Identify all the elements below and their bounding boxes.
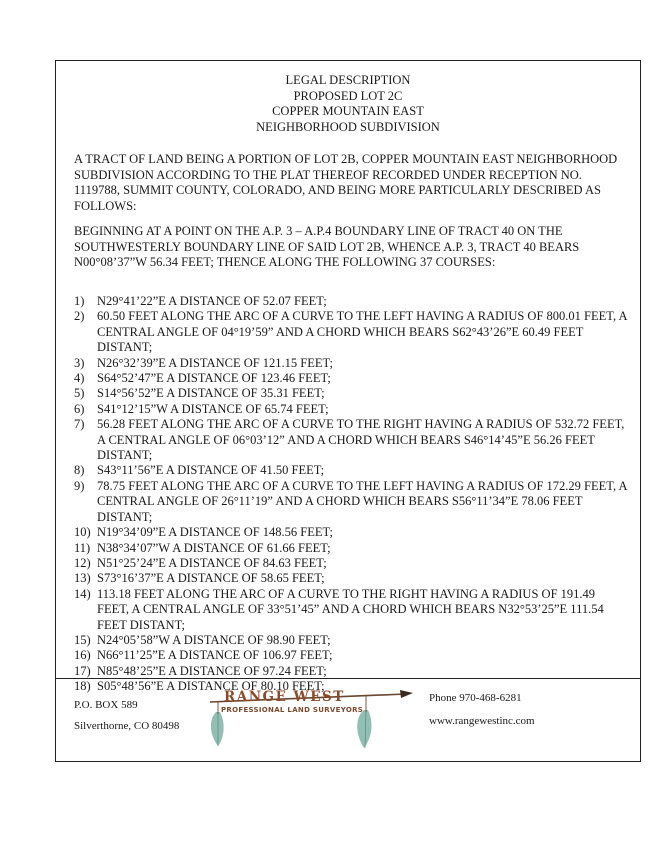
course-list [74,294,629,695]
course-text: S73°16’37”E A DISTANCE OF 58.65 FEET; [97,571,325,586]
title-line-lot: PROPOSED LOT 2C [293,88,403,103]
course-text: S05°48’56”E A DISTANCE OF 80.10 FEET; [97,679,325,694]
course-number: 15) [74,632,91,647]
title-line-subdivision: NEIGHBORHOOD SUBDIVISION [256,119,440,134]
course-number: 3) [74,355,85,370]
course-number: 17) [74,663,91,678]
course-item [74,371,629,386]
course-item [74,402,629,417]
course-text: N85°48’25”E A DISTANCE OF 97.24 FEET; [97,663,327,678]
title-line-legal-description: LEGAL DESCRIPTION [285,73,411,87]
course-text: 56.28 FEET ALONG THE ARC OF A CURVE TO THE RIGHT HAVING A RADIUS OF 532.72 FEET, A CENTRAL ANGLE OF 06°03’12” AND A CHORD WHICH BEARS S46°14’45”E 56.26 FEET DISTANT; [97,417,625,463]
course-text: N38°34’07”W A DISTANCE OF 61.66 FEET; [97,540,331,555]
course-number: 11) [74,540,91,555]
course-item [74,633,629,648]
course-number: 6) [74,401,85,416]
course-item [74,664,629,679]
course-text: 60.50 FEET ALONG THE ARC OF A CURVE TO THE LEFT HAVING A RADIUS OF 800.01 FEET, A CENTRAL ANGLE OF 04°19’59” AND A CHORD WHICH BEARS S62°43’26”E 60.49 FEET DISTANT; [97,309,627,355]
course-number: 1) [74,294,85,308]
course-item [74,648,629,663]
course-text: N19°34’09”E A DISTANCE OF 148.56 FEET; [97,525,333,540]
beginning-paragraph: BEGINNING AT A POINT ON THE A.P. 3 – A.P.4 BOUNDARY LINE OF TRACT 40 ON THE SOUTHWESTERLY BOUNDARY LINE OF SAID LOT 2B, WHENCE A.P. 3, TRACT 40 BEARS N00°08’37”W 56.34 FEET; THENCE ALONG THE FOLLOWING 37 COURSES: [74,224,580,269]
course-item [74,309,629,355]
course-number: 2) [74,309,85,324]
document-page [55,60,641,762]
course-item [74,525,629,540]
course-item [74,479,629,525]
course-number: 7) [74,417,85,432]
course-item [74,386,629,401]
city-address: Silverthorne, CO 80498 [74,720,180,732]
course-number: 14) [74,586,91,601]
course-number: 4) [74,371,85,386]
course-item [74,556,629,571]
course-number: 12) [74,555,91,570]
course-text: S14°56’52”E A DISTANCE OF 35.31 FEET; [97,386,325,401]
course-text: N24°05’58”W A DISTANCE OF 98.90 FEET; [97,632,331,647]
course-item [74,356,629,371]
course-text: 78.75 FEET ALONG THE ARC OF A CURVE TO THE LEFT HAVING A RADIUS OF 172.29 FEET, A CENTRAL ANGLE OF 26°11’19” AND A CHORD WHICH BEARS S56°11’34”E 78.06 FEET DISTANT; [97,478,627,524]
course-item [74,417,629,463]
course-item [74,571,629,586]
course-item [74,587,629,633]
letterhead-footer [56,678,640,763]
company-logo [204,686,414,756]
course-text: S43°11’56”E A DISTANCE OF 41.50 FEET; [97,463,325,478]
course-item [74,463,629,478]
course-text: N66°11’25”E A DISTANCE OF 106.97 FEET; [97,648,333,663]
phone-number: Phone 970-468-6281 [429,692,522,704]
course-number: 13) [74,571,91,586]
course-text: S64°52’47”E A DISTANCE OF 123.46 FEET; [97,371,331,386]
course-number: 16) [74,648,91,663]
website-address: www.rangewestinc.com [429,715,535,727]
logo-company-name: RANGE WEST [224,689,345,705]
course-number: 10) [74,525,91,540]
course-number: 8) [74,463,85,478]
course-number: 9) [74,478,85,493]
po-box: P.O. BOX 589 [74,699,138,711]
course-item [74,541,629,556]
course-item [74,294,629,309]
course-text: 113.18 FEET ALONG THE ARC OF A CURVE TO THE RIGHT HAVING A RADIUS OF 191.49 FEET, A CENTRAL ANGLE OF 33°51’45” AND A CHORD WHICH BEARS N32°53’25”E 111.54 FEET DISTANT; [97,586,604,632]
intro-paragraph: A TRACT OF LAND BEING A PORTION OF LOT 2B, COPPER MOUNTAIN EAST NEIGHBORHOOD SUBDIVISION ACCORDING TO THE PLAT THEREOF RECORDED UNDER RECEPTION NO. 1119788, SUMMIT COUNTY, COLORADO, AND BEING MORE PARTICULARLY DESCRIBED AS FOLLOWS: [74,152,618,213]
course-number: 5) [74,386,85,401]
logo-tagline: PROFESSIONAL LAND SURVEYORS [221,706,364,714]
title-line-copper-mountain: COPPER MOUNTAIN EAST [272,104,424,118]
course-text: N26°32’39”E A DISTANCE OF 121.15 FEET; [97,355,333,370]
course-text: N51°25’24”E A DISTANCE OF 84.63 FEET; [97,555,327,570]
document-title [56,73,640,135]
course-number: 18) [74,679,91,694]
course-text: N29°41’22”E A DISTANCE OF 52.07 FEET; [97,294,327,308]
course-text: S41°12’15”W A DISTANCE OF 65.74 FEET; [97,401,329,416]
